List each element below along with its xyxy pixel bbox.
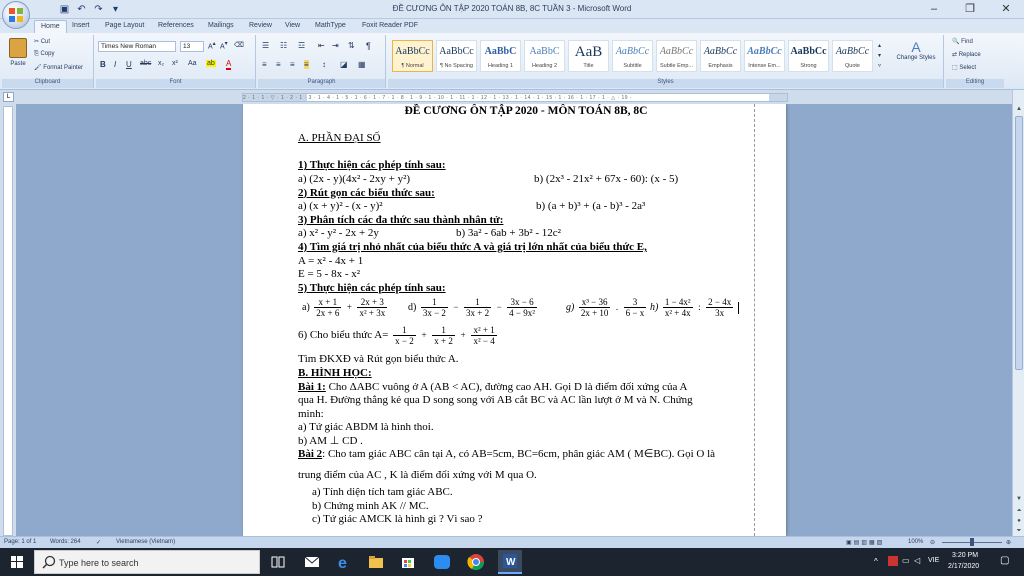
align-left-icon[interactable]: ≡ <box>262 60 267 69</box>
bai2-b: b) Chứng minh AK // MC. <box>312 499 429 512</box>
bai1-b: b) AM ⊥ CD . <box>298 434 363 447</box>
volume-icon[interactable]: ◁ <box>914 556 921 565</box>
q2a-text: a) (x + y)² - (x - y)² <box>298 200 383 213</box>
bai2-line-2: trung điểm của AC , K là điểm đối xứng với M qua O. <box>298 469 537 482</box>
tab-references[interactable]: References <box>158 22 194 29</box>
restore-icon[interactable]: ❐ <box>965 3 975 15</box>
font-size-select[interactable]: 13 <box>180 41 204 52</box>
bai2-c: c) Tứ giác AMCK là hình gì ? Vì sao ? <box>312 513 483 526</box>
q3b-text: b) 3a² - 6ab + 3b² - 12c² <box>456 227 561 240</box>
shrink-font-icon[interactable]: A▾ <box>220 41 228 51</box>
mail-icon[interactable] <box>302 552 322 572</box>
line-spacing-icon[interactable]: ↕ <box>322 60 326 69</box>
tray-app-icon[interactable] <box>888 556 898 566</box>
style-title[interactable]: AaB Title <box>568 40 609 72</box>
highlight-icon[interactable]: ab <box>207 60 215 67</box>
sort-icon[interactable]: ⇅ <box>348 41 355 50</box>
input-language[interactable]: VIE <box>928 557 940 564</box>
bai1-a: a) Tứ giác ABDM là hình thoi. <box>298 421 434 434</box>
tab-page-layout[interactable]: Page Layout <box>105 22 145 29</box>
text-cursor <box>738 302 739 314</box>
q6-expression: 6) Cho biểu thức A= $\frac{1}{x - 2}$ + $\frac{1}{x + 2}$ + $\frac{\text{x² + 1}}{\text{x² − 4}}$ <box>298 325 495 347</box>
q4-heading: 4) Tìm giá trị nhỏ nhất của biểu thức A và giá trị lớn nhất của biểu thức E, <box>298 240 647 253</box>
show-marks-icon[interactable]: ¶ <box>366 41 371 51</box>
select-browse-icon[interactable]: ● <box>1017 518 1021 524</box>
q6-row <box>298 325 754 353</box>
document-area <box>16 104 1012 536</box>
ribbon-tabs <box>0 19 1024 33</box>
svg-text:W: W <box>506 557 516 568</box>
q4e-text: E = 5 - 8x - x² <box>298 268 361 281</box>
tab-mathtype[interactable]: MathType <box>315 22 346 29</box>
bai2-heading: Bài 2 <box>298 448 323 461</box>
page-count[interactable]: Page: 1 of 1 <box>4 539 37 545</box>
style-heading-1[interactable]: AaBbC Heading 1 <box>480 40 521 72</box>
style-emphasis[interactable]: AaBbCc Emphasis <box>700 40 741 72</box>
redo-icon[interactable]: ↷ <box>94 4 103 15</box>
q5-heading: 5) Thực hiện các phép tính sau: <box>298 281 446 294</box>
q3-heading: 3) Phân tích các đa thức sau thành nhân tử: <box>298 213 504 226</box>
q2-heading: 2) Rút gọn các biểu thức sau: <box>298 186 435 199</box>
zoom-slider-thumb[interactable] <box>970 538 974 546</box>
vertical-scrollbar[interactable] <box>1012 90 1024 536</box>
bai1-line-2: qua H. Đường thẳng kẻ qua D song song với AB cắt BC và AC lần lượt ở M và N. Chứng <box>298 394 693 407</box>
style-strong[interactable]: AaBbCc Strong <box>788 40 829 72</box>
taskbar-search[interactable]: Type here to search <box>34 550 260 574</box>
doc-title: ĐỀ CƯƠNG ÔN TẬP 2020 - MÔN TOÁN 8B, 8C <box>404 105 648 117</box>
superscript-button[interactable]: x² <box>172 60 178 67</box>
q5-fractions-row <box>298 295 754 325</box>
scroll-up-icon[interactable]: ▲ <box>1016 106 1022 112</box>
spellcheck-icon[interactable]: ✓ <box>96 540 102 546</box>
chrome-icon[interactable] <box>466 552 486 572</box>
decrease-indent-icon[interactable]: ⇤ <box>318 41 325 50</box>
q5h-expression: h) $\frac{\text{1 − 4x²}}{\text{x² + 4x}}$ : $\frac{2 - 4x}{3x}$ <box>650 297 739 318</box>
format-painter-button[interactable]: 🖌 Format Painter <box>34 65 83 71</box>
styles-label: Styles <box>388 79 943 88</box>
paragraph-group <box>258 35 386 88</box>
style-heading-2[interactable]: AaBbC Heading 2 <box>524 40 565 72</box>
subscript-button[interactable]: x₂ <box>158 60 165 67</box>
q3a-text: a) x² - y² - 2x + 2y <box>298 227 379 240</box>
close-icon[interactable]: ✕ <box>1001 3 1011 15</box>
language-status[interactable]: Vietnamese (Vietnam) <box>116 539 176 545</box>
find-button[interactable]: 🔍 Find <box>952 39 973 45</box>
scroll-thumb[interactable] <box>1015 116 1023 370</box>
increase-indent-icon[interactable]: ⇥ <box>332 41 339 50</box>
ribbon <box>0 33 1024 90</box>
store-icon[interactable] <box>398 552 418 572</box>
italic-button[interactable]: I <box>114 60 117 69</box>
tab-foxit-reader-pdf[interactable]: Foxit Reader PDF <box>362 22 419 29</box>
style-subtitle[interactable]: AaBbCc Subtitle <box>612 40 653 72</box>
q1-heading: 1) Thực hiện các phép tính sau: <box>298 159 446 172</box>
bai1-heading: Bài 1: <box>298 380 326 393</box>
section-a-heading: A. PHẦN ĐẠI SỐ <box>298 132 381 145</box>
q6b-text: Tìm ĐKXĐ và Rút gọn biểu thức A. <box>298 353 459 366</box>
customize-icon[interactable]: ▾ <box>112 4 119 15</box>
styles-scroll-icon[interactable]: ▴ ▾ ▿ <box>878 43 882 69</box>
cut-button[interactable]: ✂ Cut <box>34 39 51 45</box>
notification-icon[interactable]: ▢ <box>1000 555 1010 566</box>
zoom-out-icon[interactable]: ⊖ <box>930 540 936 546</box>
clipboard-group <box>2 35 94 88</box>
clear-formatting-icon[interactable]: ⌫ <box>234 42 244 49</box>
font-name-select[interactable]: Times New Roman <box>98 41 176 52</box>
bullets-icon[interactable]: ☰ <box>262 41 270 50</box>
q4a-text: A = x² - 4x + 1 <box>298 254 364 267</box>
bai2-a: a) Tính diện tích tam giác ABC. <box>312 486 453 499</box>
scroll-down-icon[interactable]: ▼ <box>1016 496 1022 502</box>
q1b-text: b) (2x³ - 21x² + 67x - 60): (x - 5) <box>534 172 679 185</box>
edge-browser-icon[interactable] <box>334 552 354 572</box>
justify-icon[interactable]: ≡ <box>304 60 309 69</box>
tab-mailings[interactable]: Mailings <box>208 22 234 29</box>
style-no-spacing[interactable]: AaBbCc ¶ No Spacing <box>436 40 477 72</box>
style-normal[interactable]: AaBbCc ¶ Normal <box>392 40 433 72</box>
align-right-icon[interactable]: ≡ <box>290 60 295 69</box>
tab-review[interactable]: Review <box>249 22 272 29</box>
change-styles-button[interactable]: A Change Styles <box>896 39 936 61</box>
zoom-level[interactable]: 100% <box>908 539 924 545</box>
tab-selector[interactable]: L <box>3 92 14 102</box>
numbering-icon[interactable]: ☷ <box>280 41 288 50</box>
paragraph-label: Paragraph <box>258 79 385 88</box>
tab-insert[interactable]: Insert <box>72 22 90 29</box>
network-icon[interactable]: ▭ <box>902 556 910 565</box>
q5d-expression: d) $\frac{1}{3x - 2}$ − $\frac{1}{3x + 2}$ − $\frac{3x - 6}{\text{4 − 9x²}}$ <box>408 297 535 319</box>
start-button[interactable] <box>0 548 34 576</box>
word-taskbar-icon[interactable] <box>498 550 522 574</box>
style-intense-emphasis[interactable]: AaBbCc Intense Em... <box>744 40 785 72</box>
margin-guide <box>754 104 755 536</box>
multilevel-list-icon[interactable]: ☲ <box>298 41 306 50</box>
office-logo-icon <box>9 8 24 23</box>
bai1-line-1: Cho ΔABC vuông ở A (AB < AC), đường cao AH. Gọi D là điểm đối xứng của A <box>325 380 688 393</box>
shading-icon[interactable]: ◪ <box>340 60 348 69</box>
title-bar <box>0 0 1024 19</box>
font-label: Font <box>96 79 255 88</box>
underline-button[interactable]: U <box>126 60 132 69</box>
q1a-text: a) (2x - y)(4x² - 2xy + y²) <box>298 172 411 185</box>
prev-page-icon[interactable]: ⏶ <box>1016 508 1022 514</box>
paste-button[interactable]: Paste <box>6 38 30 72</box>
tab-view[interactable]: View <box>285 22 301 29</box>
horizontal-ruler[interactable]: 2 · 1 · 1 · ▽ · 1 · 2 · 1 · 3 · 1 · 4 · 1 · 5 · 1 · 6 · 1 · 7 · 1 · 8 · 1 · 9 · 1 · 10 · 1 · 11 · 1 · 12 · 1 · 13 · 1 · 14 · 1 · 15 · 1 · 16 · 1 · 17 · 1 · △ · 19 · <box>242 93 788 102</box>
clock-time[interactable]: 3:20 PM <box>952 552 979 559</box>
zalo-icon[interactable] <box>432 552 452 572</box>
font-color-icon[interactable]: A <box>226 59 232 68</box>
svg-text:e: e <box>338 555 347 572</box>
grow-font-icon[interactable]: A▴ <box>208 41 216 51</box>
file-explorer-icon[interactable] <box>366 552 386 572</box>
taskbar <box>0 548 1024 576</box>
bold-button[interactable]: B <box>100 60 106 69</box>
font-group <box>96 35 256 88</box>
styles-group <box>388 35 944 88</box>
style-subtle-emphasis[interactable]: AaBbCc Subtle Emp... <box>656 40 697 72</box>
q2b-text: b) (a + b)³ + (a - b)³ - 2a³ <box>536 200 646 213</box>
ruler-bar <box>0 90 1024 104</box>
q5a-expression: a) $\frac{x + 1}{2x + 6}$ + $\frac{2x + 3}{\text{x² + 3x}}$ <box>302 297 386 319</box>
next-page-icon[interactable]: ⏷ <box>1016 528 1022 534</box>
save-icon[interactable]: ▣ <box>59 4 70 15</box>
copy-button[interactable]: ⎘ Copy <box>34 51 55 57</box>
editing-group <box>946 35 1004 88</box>
change-styles-icon: A <box>911 39 921 55</box>
windows-icon <box>0 548 34 576</box>
align-center-icon[interactable]: ≡ <box>276 60 281 69</box>
strikethrough-button[interactable]: abc <box>140 60 152 67</box>
paste-icon <box>9 38 27 58</box>
bai2-line-1: : Cho tam giác ABC cân tại A, có AB=5cm, BC=6cm, phân giác AM ( M∈BC). Gọi O là <box>322 448 716 461</box>
status-bar <box>0 536 1024 548</box>
document-content[interactable] <box>298 105 754 527</box>
search-icon <box>39 552 59 574</box>
clock-date[interactable]: 2/17/2020 <box>948 563 980 570</box>
word-count[interactable]: Words: 264 <box>50 539 81 545</box>
tab-home[interactable]: Home <box>34 20 67 33</box>
tray-expand-icon[interactable]: ^ <box>874 557 878 566</box>
replace-button[interactable]: ⇄ Replace <box>952 52 981 58</box>
undo-icon[interactable]: ↶ <box>77 4 86 15</box>
view-buttons[interactable]: ▣▤▥▦▧ <box>846 540 885 546</box>
change-case-button[interactable]: Aa <box>188 60 197 67</box>
editing-label: Editing <box>946 79 1004 88</box>
zoom-in-icon[interactable]: ⊕ <box>1006 540 1012 546</box>
style-quote[interactable]: AaBbCc Quote <box>832 40 873 72</box>
section-b-heading: B. HÌNH HỌC: <box>298 366 372 379</box>
window-title: ĐỀ CƯƠNG ÔN TẬP 2020 TOÁN 8B, 8C TUẦN 3 - Microsoft Word <box>392 4 632 13</box>
select-button[interactable]: ⬚ Select <box>952 65 977 71</box>
clipboard-label: Clipboard <box>2 79 93 88</box>
vertical-ruler[interactable] <box>3 106 13 536</box>
borders-icon[interactable]: ▦ <box>358 60 366 69</box>
document-page[interactable] <box>243 104 786 536</box>
bai1-line-3: minh: <box>298 407 324 420</box>
office-button[interactable] <box>2 1 30 29</box>
minimize-icon[interactable]: – <box>930 3 938 15</box>
task-view-icon[interactable] <box>268 552 288 572</box>
q5g-expression: g) $\frac{\text{x³ − 36}}{2x + 10}$ . $\frac{3}{6 - x}$ <box>566 297 645 319</box>
